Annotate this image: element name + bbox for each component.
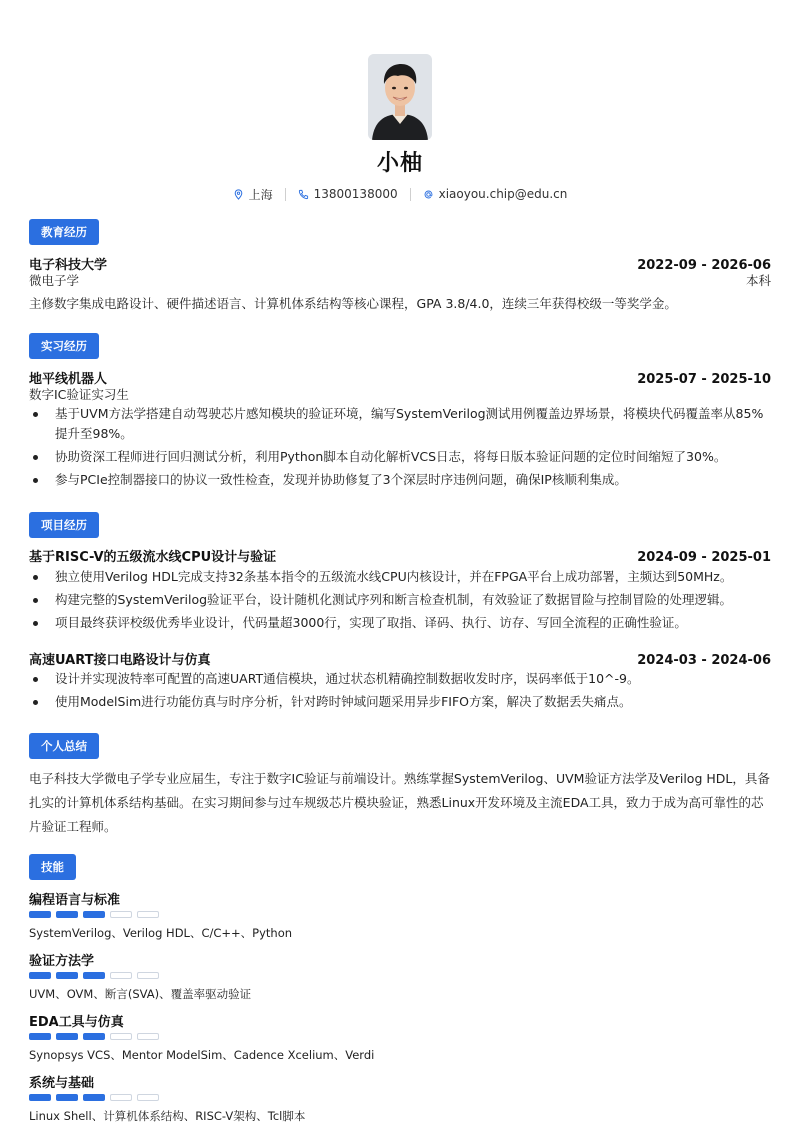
bullet-dot: [33, 598, 38, 603]
section-tag-internship: 实习经历: [29, 333, 99, 359]
degree: 本科: [745, 273, 771, 288]
bullet-text: 参与PCIe控制器接口的协议一致性检查，发现并协助修复了3个深层时序违例问题，确保IP核顺利集成。: [55, 472, 627, 487]
section-tag-education: 教育经历: [29, 219, 99, 245]
list-item: [29, 590, 771, 610]
phone-text: 13800138000: [313, 187, 398, 201]
list-item: [29, 470, 771, 490]
skill-level-filled: [29, 1094, 51, 1101]
candidate-name: 小柚: [376, 151, 423, 176]
skill-name: 编程语言与标准: [29, 893, 121, 908]
project-title: 基于RISC-V的五级流水线CPU设计与验证: [29, 550, 277, 565]
skill-level-filled: [83, 911, 105, 918]
skill-level-bar: [29, 911, 159, 918]
skill-level-bar: [29, 1033, 159, 1040]
project-bullets: [29, 567, 771, 636]
list-item: [29, 567, 771, 587]
location-text: 上海: [248, 187, 273, 202]
phone-icon: [298, 189, 309, 200]
bullet-text: 协助资深工程师进行回归测试分析，利用Python脚本自动化解析VCS日志，将每日版本验证问题的定位时间缩短了30%。: [55, 449, 727, 464]
skill-description: UVM、OVM、断言(SVA)、覆盖率驱动验证: [29, 987, 252, 1001]
bullet-dot: [33, 412, 38, 417]
section-tag-summary: 个人总结: [29, 733, 99, 759]
contact-location: [221, 186, 285, 203]
school-name: 电子科技大学: [29, 258, 108, 273]
bullet-text: 使用ModelSim进行功能仿真与时序分析，针对跨时钟域问题采用异步FIFO方案，解决了数据丢失痛点。: [55, 694, 632, 709]
avatar: [368, 54, 432, 140]
internship-subheader: [29, 385, 771, 403]
education-description: 主修数字集成电路设计、硬件描述语言、计算机体系结构等核心课程，GPA 3.8/4.0，连续三年获得校级一等奖学金。: [29, 296, 677, 311]
skill-level-filled: [56, 1033, 78, 1040]
skill-description: SystemVerilog、Verilog HDL、C/C++、Python: [29, 926, 293, 940]
bullet-dot: [33, 621, 38, 626]
list-item: [29, 669, 771, 689]
bullet-text: 独立使用Verilog HDL完成支持32条基本指令的五级流水线CPU内核设计，并在FPGA平台上成功部署，主频达到50MHz。: [55, 569, 733, 584]
skill-description: Linux Shell、计算机体系结构、RISC-V架构、Tcl脚本: [29, 1109, 306, 1123]
skill-level-filled: [29, 972, 51, 979]
internship-bullets: [29, 404, 771, 493]
skill-level-empty: [110, 1033, 132, 1040]
skill-level-bar: [29, 972, 159, 979]
list-item: [29, 404, 771, 444]
list-item: [29, 447, 771, 467]
email-text: xiaoyou.chip@edu.cn: [438, 187, 568, 201]
bullet-text: 基于UVM方法学搭建自动驾驶芯片感知模块的验证环境，编写SystemVerilog测试用例覆盖边界场景，将模块代码覆盖率从85%提升至98%。: [55, 406, 764, 441]
skill-level-bar: [29, 1094, 159, 1101]
skill-level-filled: [29, 1033, 51, 1040]
bullet-text: 构建完整的SystemVerilog验证平台，设计随机化测试序列和断言检查机制，有效验证了数据冒险与控制冒险的处理逻辑。: [55, 592, 733, 607]
skill-name: EDA工具与仿真: [29, 1015, 124, 1030]
skill-description: Synopsys VCS、Mentor ModelSim、Cadence Xcelium、Verdi: [29, 1048, 375, 1062]
project-bullets: [29, 669, 771, 715]
job-role: 数字IC验证实习生: [29, 387, 129, 402]
skill-name: 验证方法学: [29, 954, 95, 969]
skill-level-filled: [29, 911, 51, 918]
resume-header: [0, 54, 800, 202]
project-header: [29, 649, 771, 668]
bullet-dot: [33, 478, 38, 483]
bullet-dot: [33, 677, 38, 682]
skill-level-empty: [110, 1094, 132, 1101]
section-tag-projects: 项目经历: [29, 512, 99, 538]
skill-level-filled: [56, 972, 78, 979]
contact-row: [0, 186, 800, 202]
skill-name: 系统与基础: [29, 1076, 95, 1091]
project-title: 高速UART接口电路设计与仿真: [29, 653, 211, 668]
education-date: 2022-09 - 2026-06: [637, 258, 771, 273]
contact-phone: [286, 187, 410, 201]
bullet-dot: [33, 455, 38, 460]
skill-level-empty: [137, 1094, 159, 1101]
skill-level-empty: [137, 972, 159, 979]
skill-level-empty: [110, 972, 132, 979]
bullet-dot: [33, 575, 38, 580]
internship-date: 2025-07 - 2025-10: [637, 372, 771, 387]
skill-level-filled: [83, 1033, 105, 1040]
skill-level-empty: [137, 911, 159, 918]
skill-level-empty: [110, 911, 132, 918]
skill-level-filled: [83, 972, 105, 979]
list-item: [29, 692, 771, 712]
company-name: 地平线机器人: [29, 372, 108, 387]
education-subheader: [29, 271, 771, 289]
skill-level-filled: [83, 1094, 105, 1101]
bullet-text: 设计并实现波特率可配置的高速UART通信模块，通过状态机精确控制数据收发时序，误码率低于10^-9。: [55, 671, 640, 686]
skill-level-filled: [56, 911, 78, 918]
project-date: 2024-03 - 2024-06: [637, 653, 771, 668]
location-pin-icon: [233, 189, 244, 200]
skill-level-empty: [137, 1033, 159, 1040]
bullet-dot: [33, 700, 38, 705]
at-sign-icon: [423, 189, 434, 200]
contact-email: [411, 187, 580, 201]
major: 微电子学: [29, 273, 80, 288]
list-item: [29, 613, 771, 633]
project-header: [29, 546, 771, 565]
skill-level-filled: [56, 1094, 78, 1101]
section-tag-skills: 技能: [29, 854, 76, 880]
bullet-text: 项目最终获评校级优秀毕业设计，代码量超3000行，实现了取指、译码、执行、访存、写回全流程的正确性验证。: [55, 615, 687, 630]
project-date: 2024-09 - 2025-01: [637, 550, 771, 565]
summary-text: 电子科技大学微电子学专业应届生，专注于数字IC验证与前端设计。熟练掌握SystemVerilog、UVM验证方法学及Verilog HDL，具备扎实的计算机体系结构基础。在实习期间参与过车规级芯片模块验证，熟悉Linux开发环境及主流EDA工具，致力于成为高可靠性的芯片验证工程师。: [29, 771, 770, 834]
